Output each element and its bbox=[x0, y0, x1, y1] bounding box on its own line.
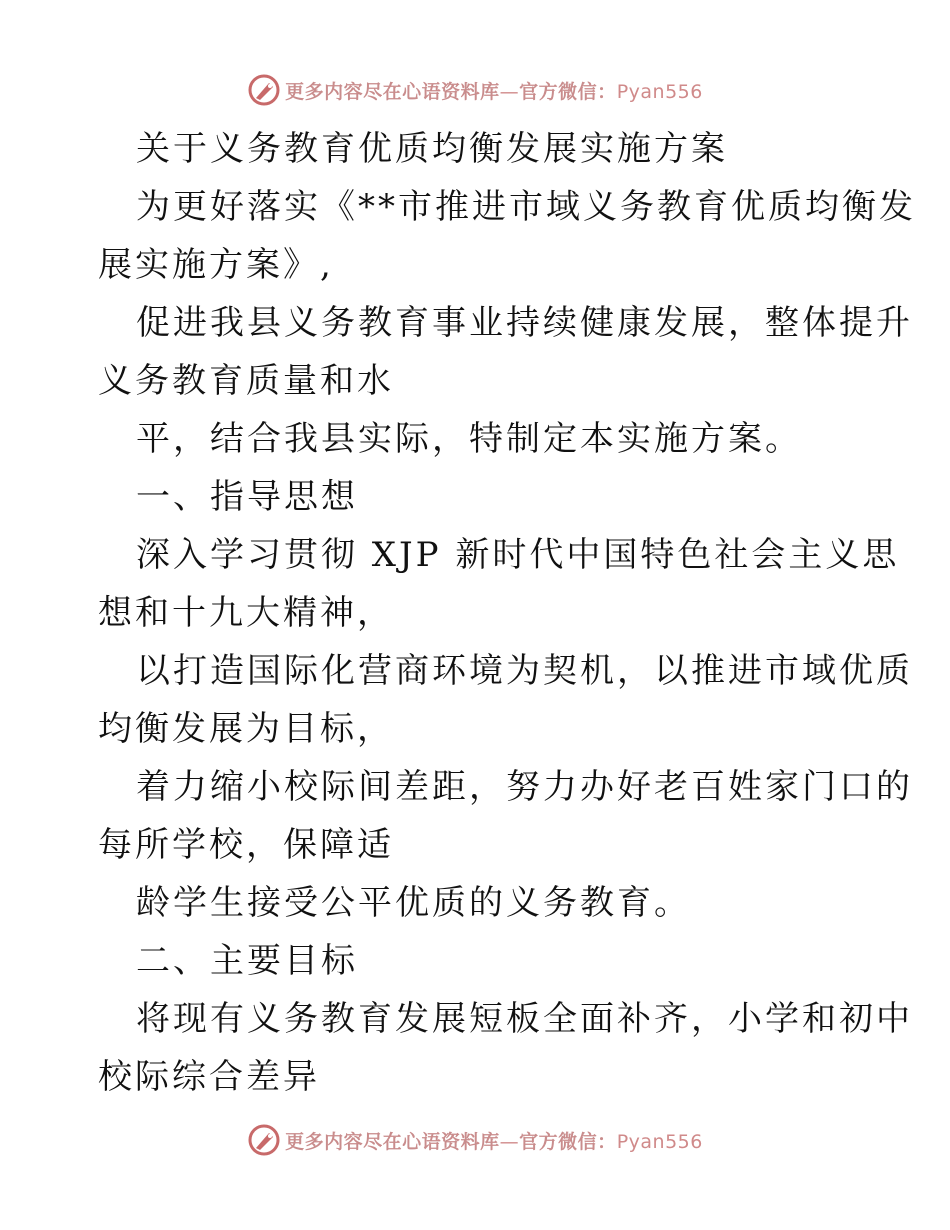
paragraph-line: 将现有义务教育发展短板全面补齐，小学和初中 bbox=[136, 999, 913, 1039]
watermark-text bbox=[285, 77, 703, 104]
paragraph-line: 校际综合差异 bbox=[98, 1057, 320, 1097]
paragraph-line: 促进我县义务教育事业持续健康发展，整体提升 bbox=[136, 303, 913, 343]
watermark-site-text: 更多内容尽在心语资料库 bbox=[285, 1130, 500, 1153]
watermark-separator: — bbox=[499, 1130, 520, 1153]
paragraph-line: 展实施方案》, bbox=[98, 245, 334, 285]
footer-watermark bbox=[0, 1120, 950, 1160]
paragraph-line: 每所学校，保障适 bbox=[98, 825, 394, 865]
document-body bbox=[98, 120, 916, 1106]
paragraph-line: 平，结合我县实际，特制定本实施方案。 bbox=[136, 419, 802, 459]
paragraph-line: 均衡发展为目标， bbox=[98, 709, 394, 749]
paragraph-line: 以打造国际化营商环境为契机，以推进市域优质 bbox=[136, 651, 913, 691]
watermark-official-text: 官方微信： bbox=[519, 1130, 617, 1153]
watermark-site-text: 更多内容尽在心语资料库 bbox=[285, 80, 500, 103]
paragraph-line: 想和十九大精神， bbox=[98, 593, 394, 633]
paragraph-line: 为更好落实《**市推进市域义务教育优质均衡发 bbox=[136, 187, 916, 227]
pen-nib-logo-icon bbox=[247, 1123, 281, 1157]
watermark-wechat-id: Pyan556 bbox=[616, 1130, 703, 1153]
header-watermark bbox=[0, 70, 950, 110]
paragraph-line: 义务教育质量和水 bbox=[98, 361, 394, 401]
watermark-separator: — bbox=[499, 80, 520, 103]
document-title: 关于义务教育优质均衡发展实施方案 bbox=[136, 129, 728, 169]
watermark-wechat-id: Pyan556 bbox=[616, 80, 703, 103]
watermark-official-text: 官方微信： bbox=[519, 80, 617, 103]
section-heading: 二、主要目标 bbox=[136, 941, 358, 981]
paragraph-line: 深入学习贯彻 XJP 新时代中国特色社会主义思 bbox=[136, 535, 900, 575]
paragraph-line: 龄学生接受公平优质的义务教育。 bbox=[136, 883, 691, 923]
paragraph-line: 着力缩小校际间差距，努力办好老百姓家门口的 bbox=[136, 767, 913, 807]
pen-nib-logo-icon bbox=[247, 73, 281, 107]
watermark-text bbox=[285, 1127, 703, 1154]
section-heading: 一、指导思想 bbox=[136, 477, 358, 517]
